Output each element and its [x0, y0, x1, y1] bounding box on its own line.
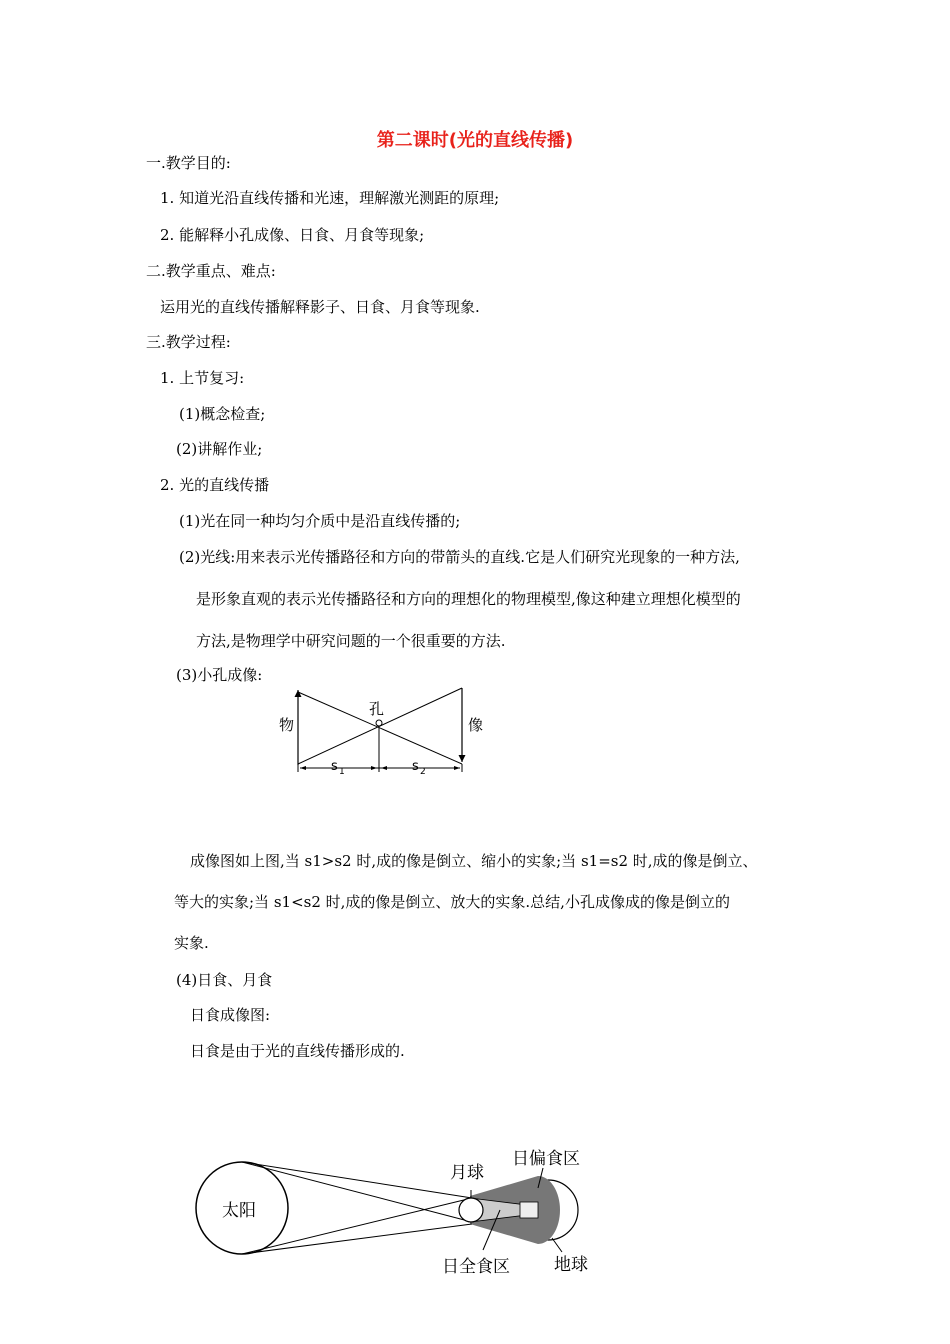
section-heading-key-points: 二.教学重点、难点:: [146, 262, 276, 280]
paragraph: 成像图如上图,当 s1>s2 时,成的像是倒立、缩小的实象;当 s1=s2 时,成的像是倒立、: [190, 852, 758, 870]
paragraph: (2)光线:用来表示光传播路径和方向的带箭头的直线.它是人们研究光现象的一种方法,: [179, 548, 740, 566]
paragraph: 日食是由于光的直线传播形成的.: [190, 1042, 405, 1060]
paragraph: (1)光在同一种均匀介质中是沿直线传播的;: [179, 512, 461, 530]
section-heading-process: 三.教学过程:: [146, 333, 231, 351]
paragraph: 方法,是物理学中研究问题的一个很重要的方法.: [196, 632, 506, 650]
moon: [459, 1198, 483, 1222]
pinhole-diagram: [270, 680, 500, 780]
solar-eclipse-diagram: [180, 1140, 640, 1290]
sun-label: 太阳: [222, 1201, 256, 1221]
paragraph: 等大的实象;当 s1<s2 时,成的像是倒立、放大的实象.总结,小孔成像成的像是倒立的: [174, 893, 730, 911]
moon-label: 月球: [450, 1163, 484, 1183]
objective-item: 1. 知道光沿直线传播和光速，理解激光测距的原理;: [160, 189, 500, 207]
partial-eclipse-label: 日偏食区: [512, 1149, 580, 1169]
s1-subscript: 1: [339, 767, 345, 777]
step-review-item: (1)概念检查;: [179, 405, 266, 423]
hole-label: 孔: [369, 700, 385, 718]
objective-item: 2. 能解释小孔成像、日食、月食等现象;: [160, 226, 425, 244]
pinhole: [376, 720, 382, 726]
paragraph: (3)小孔成像:: [176, 666, 263, 684]
earth-label: 地球: [554, 1255, 588, 1275]
image-label: 像: [468, 716, 484, 734]
paragraph: 日食成像图:: [190, 1006, 271, 1024]
s1-label: s: [331, 759, 338, 774]
total-eclipse-label: 日全食区: [442, 1257, 510, 1277]
paragraph: 实象.: [174, 934, 209, 952]
step-light-propagation: 2. 光的直线传播: [160, 476, 270, 494]
s2-label: s: [412, 759, 419, 774]
step-review: 1. 上节复习:: [160, 369, 245, 387]
paragraph: 是形象直观的表示光传播路径和方向的理想化的物理模型,像这种建立理想化模型的: [196, 590, 741, 608]
s2-subscript: 2: [420, 767, 426, 777]
key-points-text: 运用光的直线传播解释影子、日食、月食等现象.: [160, 298, 480, 316]
page-title: 第二课时(光的直线传播): [376, 130, 574, 151]
paragraph: (4)日食、月食: [176, 971, 273, 989]
object-label: 物: [279, 716, 295, 734]
section-heading-objectives: 一.教学目的:: [146, 154, 231, 172]
step-review-item: (2)讲解作业;: [176, 440, 263, 458]
